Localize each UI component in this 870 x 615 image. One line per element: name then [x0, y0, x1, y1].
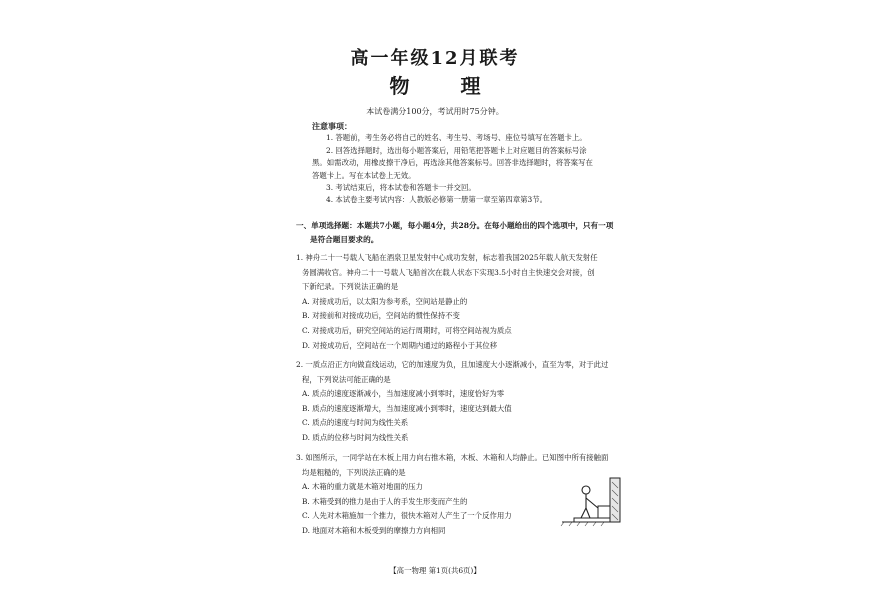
option-a: A. 对接成功后，以太阳为参考系，空间站是静止的	[302, 296, 468, 306]
page-footer: 【高一物理 第1页(共6页)】	[389, 566, 481, 575]
option-c: C. 质点的速度与时间为线性关系	[302, 418, 409, 428]
note-line: 答题卡上。写在本试卷上无效。	[312, 170, 416, 180]
note-line: 黑。如需改动，用橡皮擦干净后，再选涂其他答案标号。回答非选择题时，将答案写在	[312, 158, 593, 168]
question-stem: 3. 如图所示，一同学站在木板上用力向右推木箱，木板、木箱和人均静止。已知图中所有接触面	[296, 453, 609, 462]
option-a: A. 木箱的重力就是木箱对地面的压力	[302, 482, 423, 492]
board-shape	[574, 518, 610, 522]
question-stem: 均是粗糙的，下列说法正确的是	[302, 467, 406, 477]
question-1	[296, 251, 632, 353]
note-line: 3. 考试结束后，将本试卷和答题卡一并交回。	[326, 183, 476, 193]
box-shape	[598, 506, 610, 518]
person-shape	[581, 486, 598, 518]
option-a: A. 质点的速度逐渐减小，当加速度减小到零时，速度恰好为零	[302, 389, 505, 399]
option-d: D. 对接成功后，空间站在一个周期内通过的路程小于其位移	[302, 340, 498, 350]
subject-title: 物 理	[389, 74, 503, 98]
note-line: 1. 答题前，考生务必将自己的姓名、考生号、考场号、座位号填写在答题卡上。	[326, 133, 587, 143]
exam-info: 本试卷满分100分，考试用时75分钟。	[366, 107, 504, 116]
section-line-1: 一、单项选择题：本题共7小题，每小题4分，共28分。在每小题给出的四个选项中，只有一项	[296, 221, 614, 230]
person-pushing-box-figure	[560, 476, 632, 528]
section-line-2: 是符合题目要求的。	[310, 235, 379, 244]
question-stem: 务圆满收官。神舟二十一号载人飞船首次在载人状态下实现3.5小时自主快速交会对接，创	[302, 267, 595, 277]
option-d: D. 质点的位移与时间为线性关系	[302, 432, 409, 442]
option-c: C. 人先对木箱施加一个推力，很快木箱对人产生了一个反作用力	[302, 511, 512, 521]
note-line: 4. 本试卷主要考试内容：人教版必修第一册第一章至第四章第3节。	[326, 195, 548, 205]
option-b: B. 木箱受到的推力是由于人的手发生形变而产生的	[302, 496, 468, 506]
section-heading	[296, 219, 632, 247]
option-c: C. 对接成功后，研究空间站的运行周期时，可将空间站视为质点	[302, 325, 512, 335]
exam-title: 高一年级12月联考	[350, 48, 520, 69]
option-b: B. 质点的速度逐渐增大，当加速度减小到零时，速度达到最大值	[302, 403, 512, 413]
ground-hatching	[561, 522, 604, 526]
notes-heading: 注意事项：	[312, 121, 352, 131]
option-b: B. 对接前和对接成功后，空间站的惯性保持不变	[302, 311, 460, 321]
question-2	[296, 358, 632, 446]
notes-block	[312, 120, 652, 207]
option-d: D. 地面对木箱和木板受到的摩擦力方向相同	[302, 525, 446, 535]
question-stem: 1. 神舟二十一号载人飞船在酒泉卫星发射中心成功发射，标志着我国2025年载人航天发射任	[296, 253, 598, 262]
question-stem: 2. 一质点沿正方向做直线运动，它的加速度为负，且加速度大小逐渐减小，直至为零，对于此过	[296, 360, 609, 369]
question-stem: 下新纪录。下列说法正确的是	[302, 282, 399, 292]
question-stem: 程，下列说法可能正确的是	[302, 374, 391, 384]
note-line: 2. 回答选择题时，选出每小题答案后，用铅笔把答题卡上对应题目的答案标号涂	[326, 145, 587, 155]
